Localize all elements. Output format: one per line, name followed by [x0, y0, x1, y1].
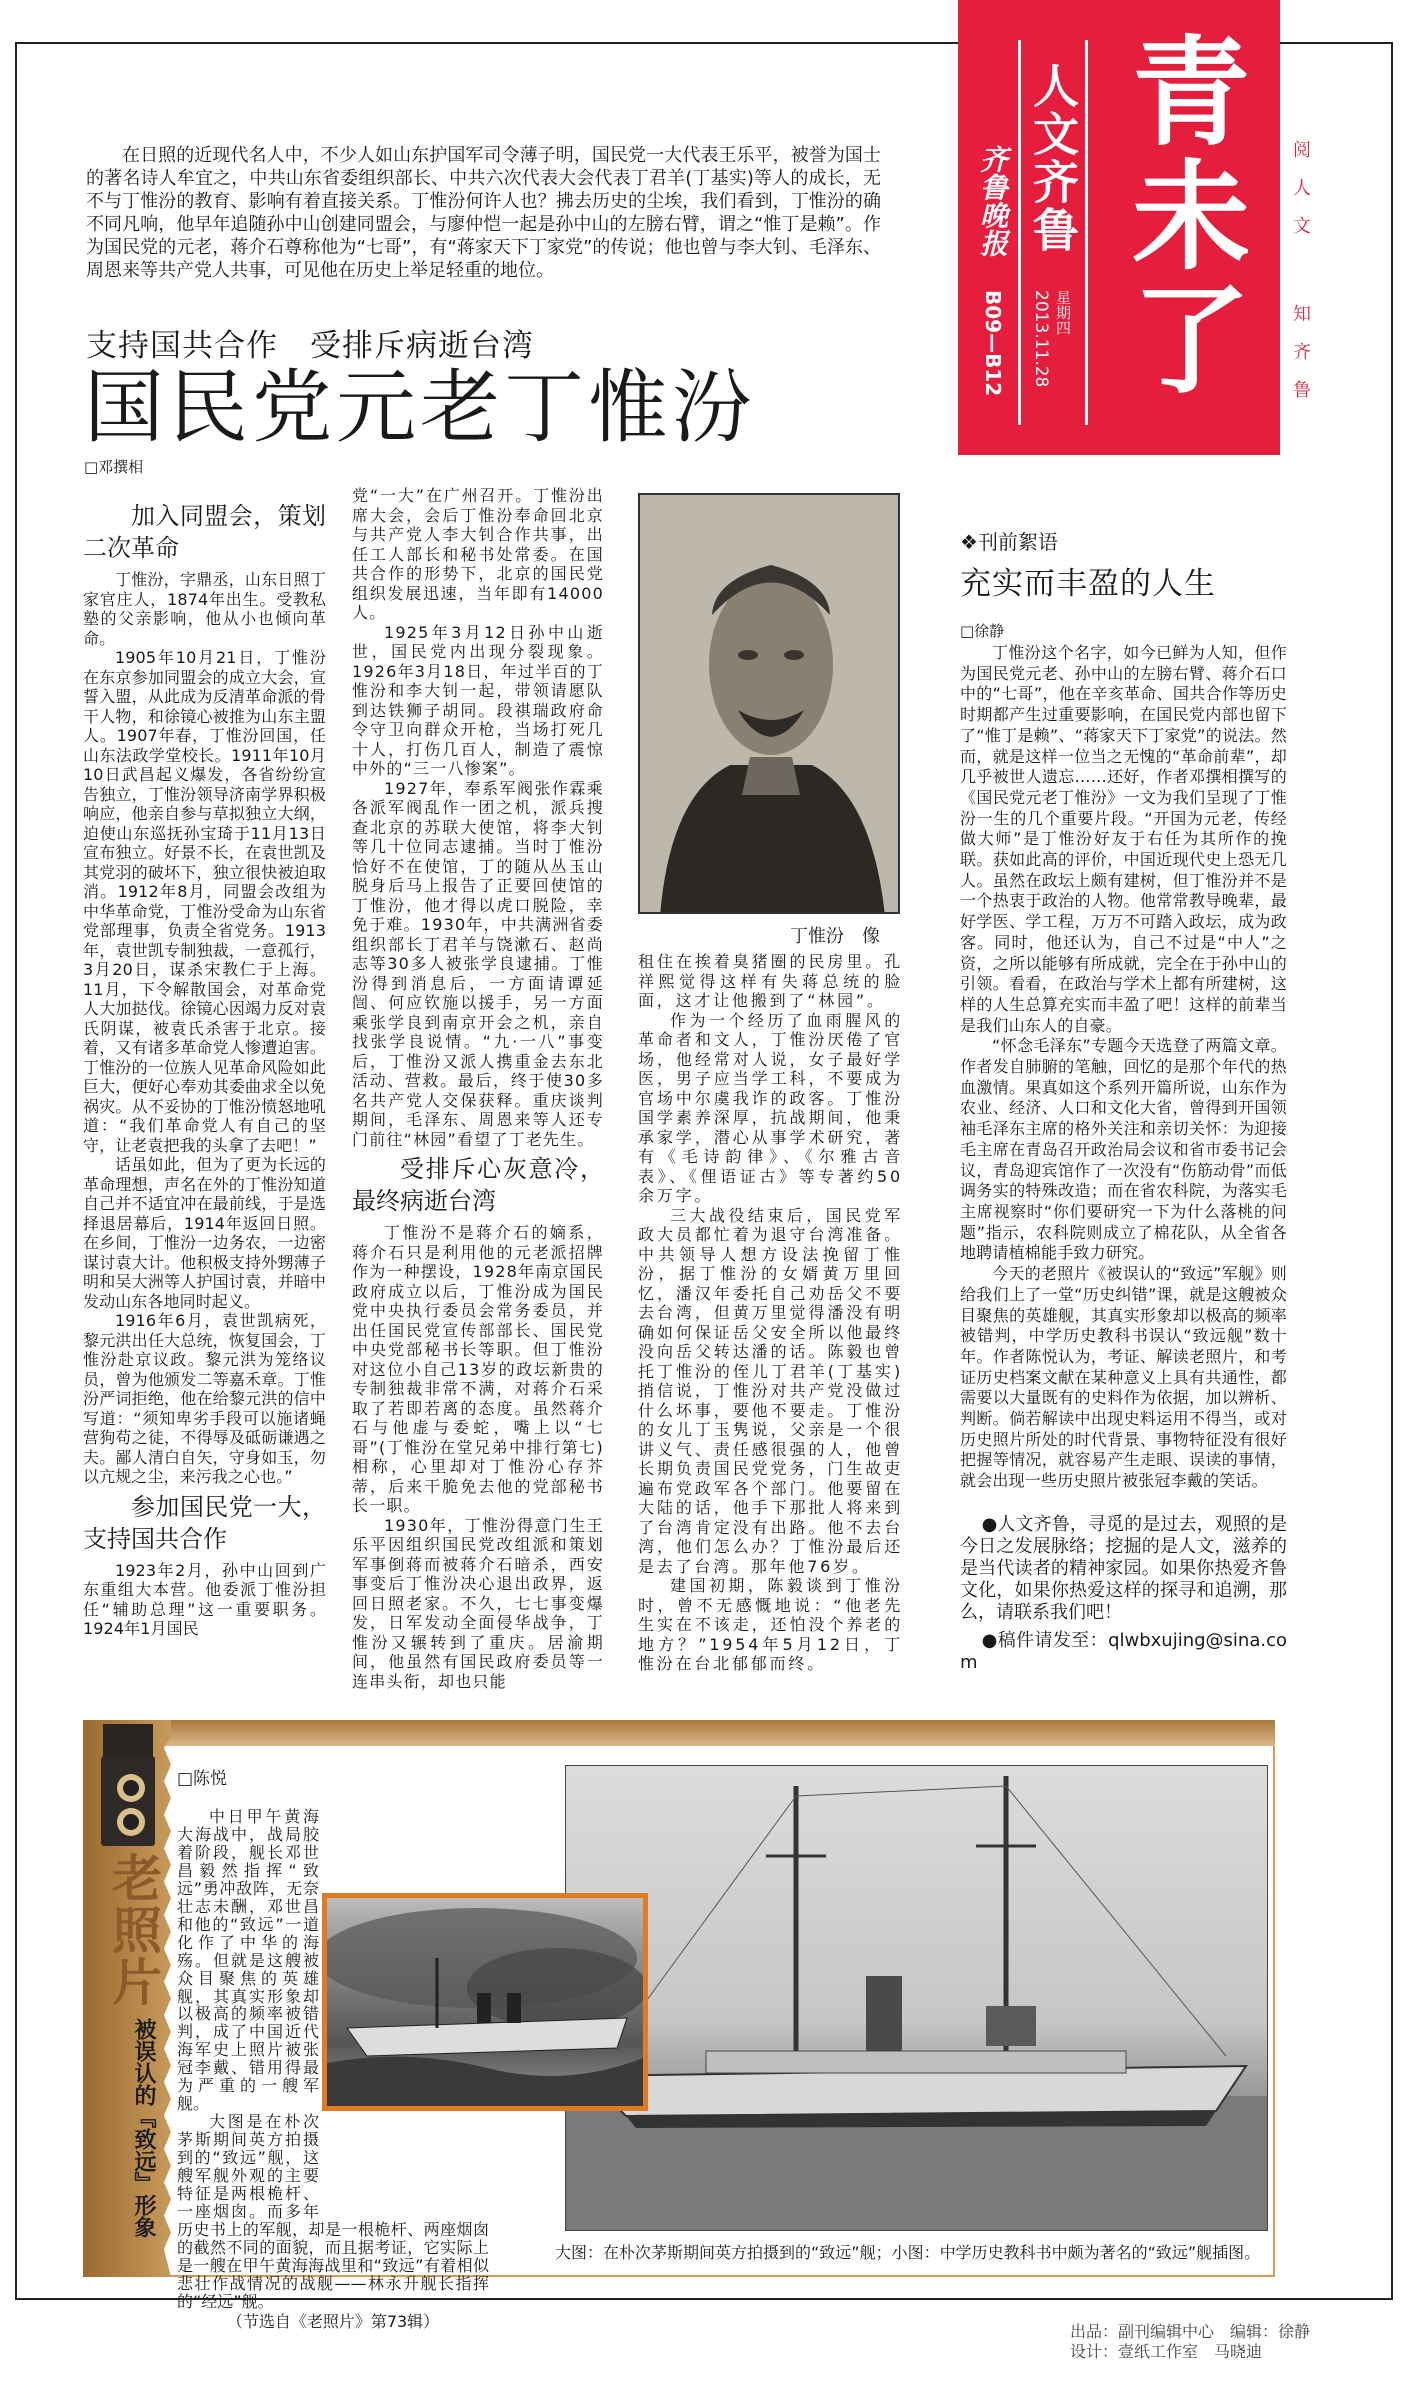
article-subtitle: 支持国共合作 受排斥病逝台湾 [86, 328, 534, 364]
editorial-paragraph: 丁惟汾这个名字，如今已鲜为人知，但作为国民党元老、孙中山的左膀右臂、蒋介石口中的“七哥”，他在辛亥革命、国共合作等历史时期都产生过重要影响，在国民党内部也留下了“惟丁是赖”、“蒋家天下丁家党”的说法。然而，就是这样一位当之无愧的“革命前辈”，却几乎被世人遗忘……还好，作者邓撰相撰写的《国民党元老丁惟汾》一文为我们呈现了丁惟汾一生的几个重要片段。“开国为元老，传经做大师”是丁惟汾好友于右任为其所作的挽联。获如此高的评价，中国近现代史上恐无几人。虽然在政坛上颇有建树，但丁惟汾并不是一个热衷于政治的人物。他常常教导晚辈，最好学医、学工程，万万不可踏入政坛，成为政客。同时，他还认为，自己不过是“中人”之资，之所以能够有所成就，完全在于孙中山的引领。看看，在政治与学术上都有所建树，这样的人生总算充实而丰盈了吧！这样的前辈当是我们山东人的自豪。 [960, 643, 1287, 1035]
section-heading: 受排斥心灰意冷，最终病逝台湾 [352, 1155, 604, 1215]
article-paragraph: 1925年3月12日孙中山逝世，国民党内出现分裂现象。1926年3月18日，年过半百的丁惟汾和李大钊一起，带领请愿队到达铁狮子胡同。段祺瑞政府命令守卫向群众开枪，当场打死几十人，打伤几百人，制造了震惊中外的“三一八惨案”。 [352, 622, 604, 778]
masthead [958, 0, 1280, 455]
old-photo-source: （节选自《老照片》第73辑） [226, 2311, 440, 2331]
old-photo-byline: □陈悦 [177, 1769, 228, 1789]
editorial-paragraph: “怀念毛泽东”专题今天选登了两篇文章。作者发自肺腑的笔触，回忆的是那个年代的热血激情。果真如这个系列开篇所说，山东作为农业、经济、人口和文化大省，曾得到开国领袖毛泽东主席的格外关注和亲切关怀：为迎接毛主席在青岛召开政治局会议和省市委书记会议，青岛迎宾馆作了一次没有“伤筋动骨”而低调务实的特殊改造；而在省农科院，为落实毛主席视察时“你们要研究一下为什么落桃的问题”指示，农科院则成立了棉花队，从全省各地聘请植棉能手致力研究。 [960, 1036, 1287, 1263]
motto-know: 知齐鲁 [1290, 304, 1311, 418]
page-name: 人文齐鲁 [1026, 62, 1080, 254]
article-paragraph: 作为一个经历了血雨腥风的革命者和文人，丁惟汾厌倦了官场，他经常对人说，女子最好学医，男子应当学工科，不要成为官场中尔虞我诈的政客。丁惟汾国学素养深厚，抗战期间，他秉承家学，潜心从事学术研究，著有《毛诗韵律》、《尔雅古音表》、《俚语证古》等专著约50余万字。 [638, 1010, 903, 1205]
camera-icon [95, 1724, 165, 1848]
old-photo-headline: 被误认的『致远』形象 [131, 2018, 156, 2238]
article-paragraph: 1930年，丁惟汾得意门生王乐平因组织国民党改组派和策划军事倒蒋而被蒋介石暗杀，西安事变后丁惟汾决心退出政界，返回日照老家。不久，七七事变爆发，日军发动全面侵华战争，丁惟汾又辗转到了重庆。居渝期间，他虽然有国民政府委员等一连串头衔，却也只能 [352, 1515, 604, 1691]
zhiyuan-cruiser-photo [565, 1765, 1268, 2231]
editorial-paragraph: 今天的老照片《被误认的“致远”军舰》则给我们上了一堂“历史纠错”课，就是这艘被众目聚焦的英雄舰，其真实形象却以极高的频率被错判，中学历史教科书误认“致远舰”数十年。作者陈悦认为，考证、解读老照片，和考证历史档案文献在某种意义上具有共通性，都需要以大量既有的史料作为依据，加以辨析、判断。倘若解读中出现史料运用不得当，或对历史照片所处的时代背景、事物特征没有很好把握等情况，就容易产生走眼、误读的事情，就会出现一些历史照片被张冠李戴的笑话。 [960, 1264, 1287, 1491]
masthead-divider [1085, 40, 1088, 425]
credits-producer: 出品：副刊编辑中心 编辑：徐静 [1070, 2322, 1311, 2341]
article-column-2 [352, 486, 604, 1691]
intro-paragraph: 在日照的近现代名人中，不少人如山东护国军司令薄子明，国民党一大代表王乐平，被誉为国士的著名诗人牟宜之，中共山东省委组织部长、中共六次代表大会代表丁君羊(丁基实)等人的成长，无不与丁惟汾的教育、影响有着直接关系。丁惟汾何许人也？拂去历史的尘埃，我们看到，丁惟汾的确不同凡响，他早年追随孙中山创建同盟会，与廖仲恺一起是孙中山的左膀右臂，谓之“惟丁是赖”。作为国民党的元老，蒋介石尊称他为“七哥”，有“蒋家天下丁家党”的传说；他也曾与李大钊、毛泽东、周恩来等共产党人共事，可见他在历史上举足轻重的地位。 [86, 145, 881, 281]
editorial-title: 充实而丰盈的人生 [960, 566, 1216, 602]
article-column-1 [83, 496, 326, 1639]
motto-read: 阅人文 [1290, 140, 1311, 254]
submission-email[interactable]: ●稿件请发至：qlwbxujing@sina.com [960, 1629, 1287, 1673]
portrait-caption: 丁惟汾 像 [790, 926, 880, 947]
motto [1290, 140, 1310, 418]
contact-notice [960, 1514, 1287, 1674]
torn-paper-border-top [83, 1720, 1275, 1746]
article-paragraph: 丁惟汾不是蒋介石的嫡系，蒋介石只是利用他的元老派招牌作为一种摆设，1928年南京国民政府成立以后，丁惟汾成为国民党中央执行委员会常务委员，并出任国民党宣传部部长、国民党中央党部秘书长等职。但丁惟汾对这位小自己13岁的政坛新贵的专制独裁非常不满，对蒋介石采取了若即若离的态度。虽然蒋介石与他虚与委蛇，嘴上以“七哥”(丁惟汾在堂兄弟中排行第七)相称，心里却对丁惟汾心存芥蒂，后来干脆免去他的党部秘书长一职。 [352, 1223, 604, 1515]
editorial-label-text: 刊前絮语 [977, 530, 1058, 554]
newspaper-logo: 齐鲁晚报 [976, 145, 1009, 257]
article-title: 国民党元老丁惟汾 [84, 361, 756, 454]
masthead-divider [1018, 40, 1021, 425]
issue-date: 2013.11.28 [1031, 290, 1051, 388]
credits-design: 设计：壹纸工作室 马晓迪 [1070, 2342, 1263, 2361]
old-photo-paragraph: 中日甲午黄海大海战中，战局胶着阶段，舰长邓世昌毅然指挥“致远”勇冲敌阵，无奈壮志未酬，邓世昌和他的“致远”一道化作了中华的海殇。但就是这艘被众目聚焦的英雄舰，其真实形象却以极高的频率被错判，成了中国近代海军史上照片被张冠李戴、错用得最为严重的一艘军舰。 [177, 1807, 319, 2114]
article-paragraph: 党“一大”在广州召开。丁惟汾出席大会，会后丁惟汾奉命回北京与共产党人李大钊合作共事，出任工人部长和秘书处常委。在国共合作的形势下，北京的国民党组织发展迅速，当年即有14000人。 [352, 486, 604, 622]
editorial-byline: □徐静 [960, 622, 1005, 640]
article-column-3 [638, 952, 903, 1674]
article-byline: □邓撰相 [84, 458, 144, 476]
diamond-ornament-icon: ❖ [960, 530, 978, 554]
article-paragraph: 租住在挨着臭猪圈的民房里。孔祥熙觉得这样有失蒋总统的脸面，这才让他搬到了“林园”。 [638, 952, 903, 1010]
article-paragraph: 丁惟汾，字鼎丞，山东日照丁家官庄人，1874年出生。受教私塾的父亲影响，他从小也倾向革命。 [83, 570, 326, 648]
section-title: 青未了 [1112, 30, 1250, 402]
article-paragraph: 建国初期，陈毅谈到丁惟汾时，曾不无感慨地说：“他老先生实在不该走，还怕没个养老的地方？”1954年5月12日，丁惟汾在台北郁郁而终。 [638, 1576, 903, 1673]
article-paragraph: 1905年10月21日，丁惟汾在东京参加同盟会的成立大会，宣誓入盟，从此成为反清革命派的骨干人物，和徐镜心被推为山东主盟人。1907年春，丁惟汾回国，任山东法政学堂校长。1911年10月10日武昌起义爆发，各省纷纷宣告独立，丁惟汾领导济南学界积极响应，他亲自参与草拟独立大纲，迫使山东巡抚孙宝琦于11月13日宣布独立。好景不长，在袁世凯及其党羽的破坏下，独立很快被迫取消。1912年8月，同盟会改组为中华革命党，丁惟汾受命为山东省党部理事，负责全省党务。1913年，袁世凯专制独裁，一意孤行，3月20日，谋杀宋教仁于上海。11月，下令解散国会，对革命党人大加挞伐。徐镜心因竭力反对袁氏阴谋，被袁氏杀害于北京。接着，又有诸多革命党人惨遭迫害。丁惟汾的一位族人见革命风险如此巨大，便好心奉劝其委曲求全以免祸灾。从不妥协的丁惟汾愤怒地吼道：“我们革命党人有自己的坚守，让老袁把我的头拿了去吧！” [83, 648, 326, 1155]
article-paragraph: 话虽如此，但为了更为长远的革命理想，声名在外的丁惟汾知道自己并不适宜冲在最前线，于是选择退居幕后，1914年返回日照。在乡间，丁惟汾一边务农，一边密谋讨袁大计。他积极支持外甥薄子明和吴大洲等人护国讨袁，并暗中发动山东各地同时起义。 [83, 1155, 326, 1311]
portrait-figure [640, 495, 900, 914]
article-paragraph: 1916年6月，袁世凯病死，黎元洪出任大总统，恢复国会，丁惟汾赴京议政。黎元洪为笼络议员，曾为他颁发二等嘉禾章。丁惟汾严词拒绝，他在给黎元洪的信中写道：“须知卑劣手段可以施诸蝇营狗苟之徒，不得辱及砥砺谦遇之夫。鄙人清白自矢，守身如玉，勿以亢规之尘，来污我之心也。” [83, 1311, 326, 1486]
portrait-photo [638, 493, 900, 914]
battle-scene-illustration [327, 1898, 643, 2106]
weekday: 星期四 [1054, 290, 1072, 335]
editorial-label [960, 526, 1058, 555]
credits [1070, 2322, 1310, 2362]
warship-illustration [566, 1766, 1268, 2231]
zhiyuan-textbook-illustration [322, 1893, 648, 2111]
article-paragraph: 1923年2月，孙中山回到广东重组大本营。他委派丁惟汾担任“辅助总理”这一重要职务。1924年1月国民 [83, 1560, 326, 1638]
notice-text: ●人文齐鲁，寻觅的是过去，观照的是今日之发展脉络；挖掘的是人文，滋养的是当代读者的精神家园。如果你热爱齐鲁文化，如果你热爱这样的探寻和追溯，那么，请联系我们吧！ [960, 1513, 1287, 1623]
column-label-old-photo: 老照片 [104, 1852, 163, 2008]
old-photo-paragraph: 大图是在朴次茅斯期间英方拍摄到的“致远”舰，这艘军舰外观的主要特征是两根桅杆、一座烟囱。而多年历史书上的军舰，却是一根桅杆、两座烟囱的截然不同的面貌，而且据考证，它实际上是一艘在甲午黄海海战里和“致远”有着相似悲壮作战情况的战舰——林永升舰长指挥的“经远”舰。 [177, 2112, 489, 2311]
page-range: B09—B12 [981, 290, 1005, 397]
photo-caption: 大图：在朴次茅斯期间英方拍摄到的“致远”舰；小图：中学历史教科书中颇为著名的“致远”舰插图。 [555, 2243, 1261, 2262]
section-heading: 加入同盟会，策划二次革命 [83, 502, 326, 562]
section-heading: 参加国民党一大，支持国共合作 [83, 1492, 326, 1553]
article-paragraph: 三大战役结束后，国民党军政大员都忙着为退守台湾准备。中共领导人想方设法挽留丁惟汾，据丁惟汾的女婿黄万里回忆，潘汉年委托自己劝岳父不要去台湾，但黄万里觉得潘没有明确如何保证岳父安全所以他最终没向岳父转达潘的话。陈毅也曾托丁惟汾的侄儿丁君羊(丁基实)捎信说，丁惟汾对共产党没做过什么坏事，要他不要走。丁惟汾的女儿丁玉隽说，父亲是一个很讲义气、责任感很强的人，他曾长期负责国民党党务，门生故吏遍布党政军各个部门。他要留在大陆的话，他手下那批人将来到了台湾肯定没有出路。他不去台湾，他们怎么办？丁惟汾最后还是去了台湾。那年他76岁。 [638, 1205, 903, 1576]
editorial-body [960, 643, 1287, 1674]
article-paragraph: 1927年，奉系军阀张作霖乘各派军阀乱作一团之机，派兵搜查北京的苏联大使馆，将李大钊等几十位同志逮捕。当时丁惟汾恰好不在使馆，丁的随从丛玉山脱身后马上报告了正要回使馆的丁惟汾，他才得以虎口脱险，幸免于难。1930年，中共满洲省委组织部长丁君羊与饶漱石、赵尚志等30多人被张学良逮捕。丁惟汾得到消息后，一方面请谭延闿、何应钦施以援手，另一方面乘张学良到南京开会之机，亲自找张学良说情。“九·一八”事变后，丁惟汾又派人携重金去东北活动、营救。最后，终于使30多名共产党人交保获释。重庆谈判期间，毛泽东、周恩来等人还专门前往“林园”看望了丁老先生。 [352, 778, 604, 1149]
